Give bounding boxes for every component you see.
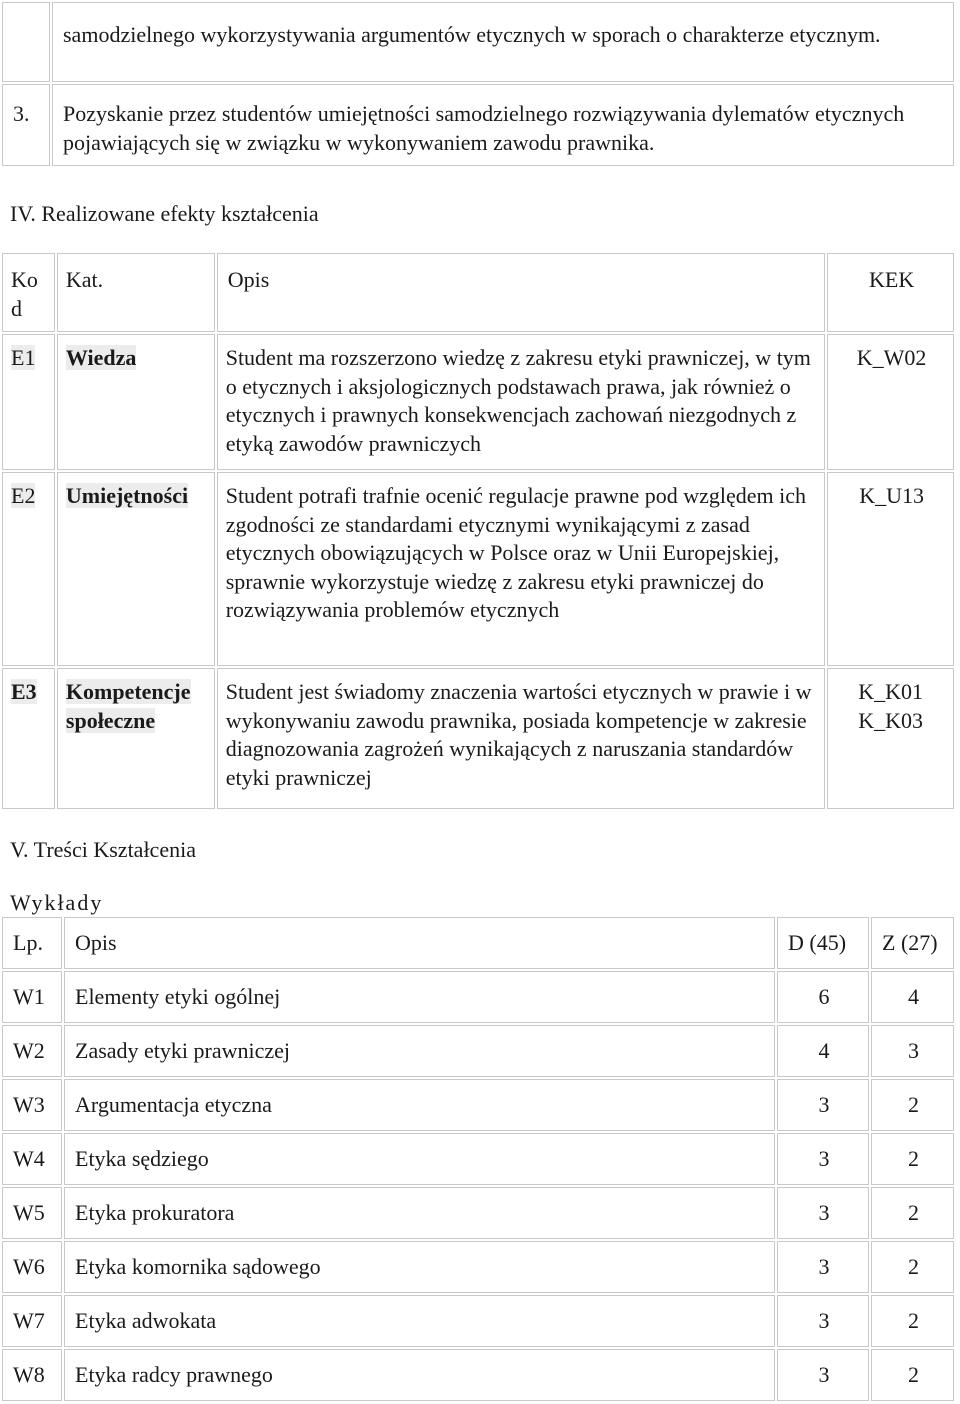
goal-row xyxy=(2,2,954,82)
outcomes-table xyxy=(0,251,956,811)
outcome-category xyxy=(57,334,215,470)
lecture-d-hours: 3 xyxy=(777,1349,869,1401)
header-description: Opis xyxy=(64,917,775,969)
outcome-kek-label: K_K01 K_K03 xyxy=(858,679,923,733)
outcome-code-label: E3 xyxy=(11,679,37,704)
outcome-row xyxy=(2,472,954,666)
lecture-z-hours: 2 xyxy=(871,1187,954,1239)
goal-number xyxy=(2,2,50,82)
outcome-description: Student jest świadomy znaczenia wartości etycznych w prawie i w wykonywaniu zawodu prawnika, posiada kompetencje w zakresie diagnozowania zagrożeń wynikających z naruszania standardów etyki prawniczej xyxy=(217,668,826,809)
outcome-category-label: Wiedza xyxy=(65,345,137,370)
lecture-d-hours: 3 xyxy=(777,1187,869,1239)
outcome-row xyxy=(2,668,954,809)
goal-number: 3. xyxy=(2,84,50,166)
outcome-kek: K_W02 xyxy=(827,334,954,470)
section-heading-content: V. Treści Kształcenia xyxy=(10,837,196,862)
goals-table xyxy=(0,0,956,168)
lecture-lp: W6 xyxy=(2,1241,62,1293)
outcome-category-label: Umiejętności xyxy=(65,483,189,508)
outcome-category xyxy=(57,668,215,809)
lecture-d-hours: 3 xyxy=(777,1079,869,1131)
outcome-category-label: Kompetencje społeczne xyxy=(65,679,191,733)
lecture-description: Etyka sędziego xyxy=(64,1133,775,1185)
outcome-code xyxy=(2,668,55,809)
lecture-lp: W4 xyxy=(2,1133,62,1185)
lecture-row xyxy=(2,1133,954,1185)
lecture-z-hours: 2 xyxy=(871,1079,954,1131)
lecture-row xyxy=(2,1079,954,1131)
lecture-lp: W1 xyxy=(2,971,62,1023)
outcome-kek: K_U13 xyxy=(827,472,954,666)
header-category-label: Kat. xyxy=(65,267,104,292)
header-d-hours: D (45) xyxy=(777,917,869,969)
lecture-d-hours: 3 xyxy=(777,1241,869,1293)
lecture-lp: W3 xyxy=(2,1079,62,1131)
header-kek: KEK xyxy=(827,253,954,332)
header-z-hours: Z (27) xyxy=(871,917,954,969)
lecture-d-hours: 6 xyxy=(777,971,869,1023)
lecture-d-hours: 3 xyxy=(777,1295,869,1347)
lecture-d-hours: 3 xyxy=(777,1133,869,1185)
lecture-description: Etyka komornika sądowego xyxy=(64,1241,775,1293)
lecture-description: Zasady etyki prawniczej xyxy=(64,1025,775,1077)
lecture-z-hours: 2 xyxy=(871,1133,954,1185)
outcome-code-label: E2 xyxy=(11,483,36,508)
outcome-code xyxy=(2,472,55,666)
section-heading-outcomes: IV. Realizowane efekty kształcenia xyxy=(10,201,319,226)
lecture-row xyxy=(2,1349,954,1401)
lectures-table xyxy=(0,915,956,1403)
outcome-code-label: E1 xyxy=(11,345,36,370)
outcomes-header-row xyxy=(2,253,954,332)
lecture-z-hours: 2 xyxy=(871,1241,954,1293)
lecture-description: Elementy etyki ogólnej xyxy=(64,971,775,1023)
header-description-label: Opis xyxy=(227,267,270,292)
lecture-description: Argumentacja etyczna xyxy=(64,1079,775,1131)
goal-text: samodzielnego wykorzystywania argumentów etycznych w sporach o charakterze etycznym. xyxy=(52,2,954,82)
lecture-description: Etyka radcy prawnego xyxy=(64,1349,775,1401)
goal-text: Pozyskanie przez studentów umiejętności samodzielnego rozwiązywania dylematów etycznych pojawiających się w związku w wykonywaniem zawodu prawnika. xyxy=(52,84,954,166)
lecture-d-hours: 4 xyxy=(777,1025,869,1077)
outcome-description: Student potrafi trafnie ocenić regulacje prawne pod względem ich zgodności ze standardami etycznymi wynikającymi z zasad etycznych obowiązujących w Polsce oraz w Unii Europejskiej, sprawnie wykorzystuje wiedzę z zakresu etyki prawniczej do rozwiązywania problemów etycznych xyxy=(217,472,826,666)
outcome-code xyxy=(2,334,55,470)
header-description xyxy=(217,253,826,332)
header-lp: Lp. xyxy=(2,917,62,969)
lecture-row xyxy=(2,971,954,1023)
lectures-subheading: Wykłady xyxy=(10,890,104,915)
lecture-description: Etyka prokuratora xyxy=(64,1187,775,1239)
lecture-z-hours: 4 xyxy=(871,971,954,1023)
lecture-row xyxy=(2,1025,954,1077)
lecture-row xyxy=(2,1187,954,1239)
outcome-kek xyxy=(827,668,954,809)
lectures-header-row xyxy=(2,917,954,969)
outcome-category xyxy=(57,472,215,666)
lecture-z-hours: 2 xyxy=(871,1295,954,1347)
lecture-lp: W7 xyxy=(2,1295,62,1347)
lecture-z-hours: 2 xyxy=(871,1349,954,1401)
lecture-lp: W5 xyxy=(2,1187,62,1239)
outcome-row xyxy=(2,334,954,470)
lecture-lp: W8 xyxy=(2,1349,62,1401)
lecture-row xyxy=(2,1295,954,1347)
lecture-z-hours: 3 xyxy=(871,1025,954,1077)
lecture-description: Etyka adwokata xyxy=(64,1295,775,1347)
header-category xyxy=(57,253,215,332)
header-code: Ko d xyxy=(2,253,55,332)
outcome-description: Student ma rozszerzono wiedzę z zakresu etyki prawniczej, w tym o etycznych i aksjologicznych podstawach prawa, jak również o etycznych i prawnych konsekwencjach zachowań niezgodnych z etyką zawodów prawniczych xyxy=(217,334,826,470)
goal-row xyxy=(2,84,954,166)
lecture-row xyxy=(2,1241,954,1293)
lecture-lp: W2 xyxy=(2,1025,62,1077)
